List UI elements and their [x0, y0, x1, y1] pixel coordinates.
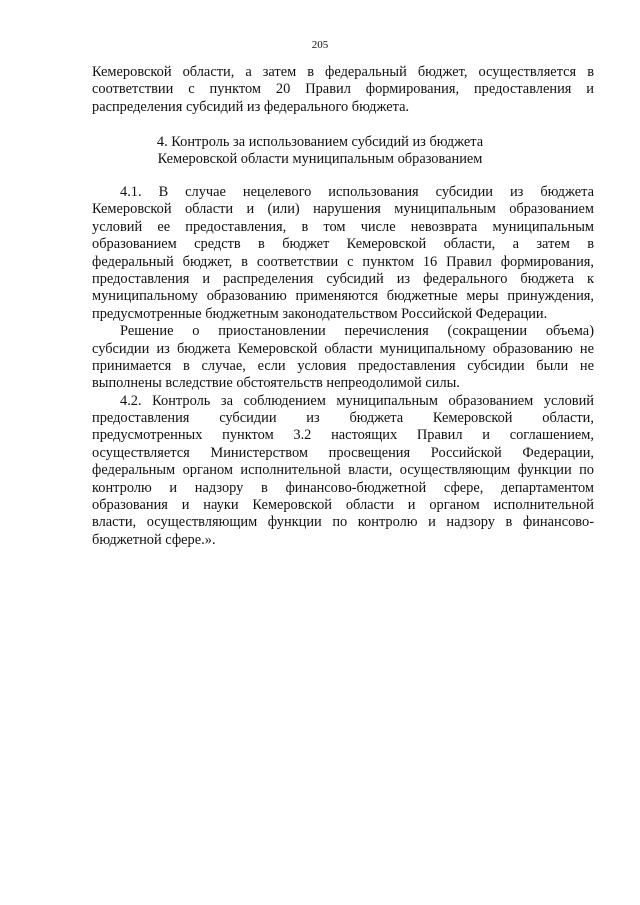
text-line: выполнены вследствие обстоятельств непреодолимой силы.	[92, 375, 460, 392]
text-line: образованием средств в бюджет Кемеровской области, а затем в	[92, 236, 594, 253]
text-line: муниципальному образованию применяются бюджетные меры принуждения,	[92, 288, 594, 305]
text-line: Решение о приостановлении перечисления (сокращении объема)	[120, 323, 594, 340]
text-line: осуществляется Министерством просвещения Российской Федерации,	[92, 444, 594, 461]
text-line: предоставления и распределения субсидий из федерального бюджета к	[92, 270, 594, 287]
text-line: образования и науки Кемеровской области и органом исполнительной	[92, 497, 594, 514]
text-line: федеральный бюджет, в соответствии с пунктом 16 Правил формирования,	[92, 253, 594, 270]
text-line: субсидии из бюджета Кемеровской области муниципальному образованию не	[92, 340, 594, 357]
paragraph-4-2	[92, 393, 594, 550]
page-number: 205	[311, 39, 329, 51]
text-line: предусмотренных пунктом 3.2 настоящих Правил и соглашением,	[92, 427, 594, 444]
text-line: бюджетной сфере.».	[92, 531, 216, 548]
heading-line: Кемеровской области муниципальным образованием	[157, 151, 483, 168]
text-line: предусмотренные бюджетным законодательством Российской Федерации.	[92, 305, 548, 322]
text-line: власти, осуществляющим функции по контролю и надзору в финансово-	[92, 514, 594, 531]
section-body	[92, 184, 594, 549]
text-line: предоставления субсидии из бюджета Кемеровской области,	[92, 410, 594, 427]
text-line: распределения субсидий из федерального бюджета.	[92, 98, 410, 115]
intro-paragraph	[92, 64, 594, 116]
text-line: Кемеровской области, а затем в федеральный бюджет, осуществляется в	[92, 64, 594, 80]
text-line: 4.1. В случае нецелевого использования субсидии из бюджета	[120, 184, 594, 200]
heading-line: 4. Контроль за использованием субсидий из бюджета	[156, 134, 484, 150]
text-line: принимается в случае, если условия предоставления субсидии были не	[92, 357, 594, 374]
text-line: контролю и надзору в финансово-бюджетной сфере, департаментом	[92, 479, 594, 496]
text-line: соответствии с пунктом 20 Правил формирования, предоставления и	[92, 81, 594, 98]
paragraph-decision	[92, 323, 594, 393]
paragraph-4-1	[92, 184, 594, 323]
text-line: Кемеровской области и (или) нарушения муниципальным образованием	[92, 201, 594, 218]
text-line: 4.2. Контроль за соблюдением муниципальным образованием условий	[120, 392, 594, 409]
text-line: условий ее предоставления, в том числе невозврата муниципальным	[92, 218, 594, 235]
section-heading	[0, 134, 640, 169]
text-line: федеральным органом исполнительной власти, осуществляющим функции по	[92, 462, 594, 479]
